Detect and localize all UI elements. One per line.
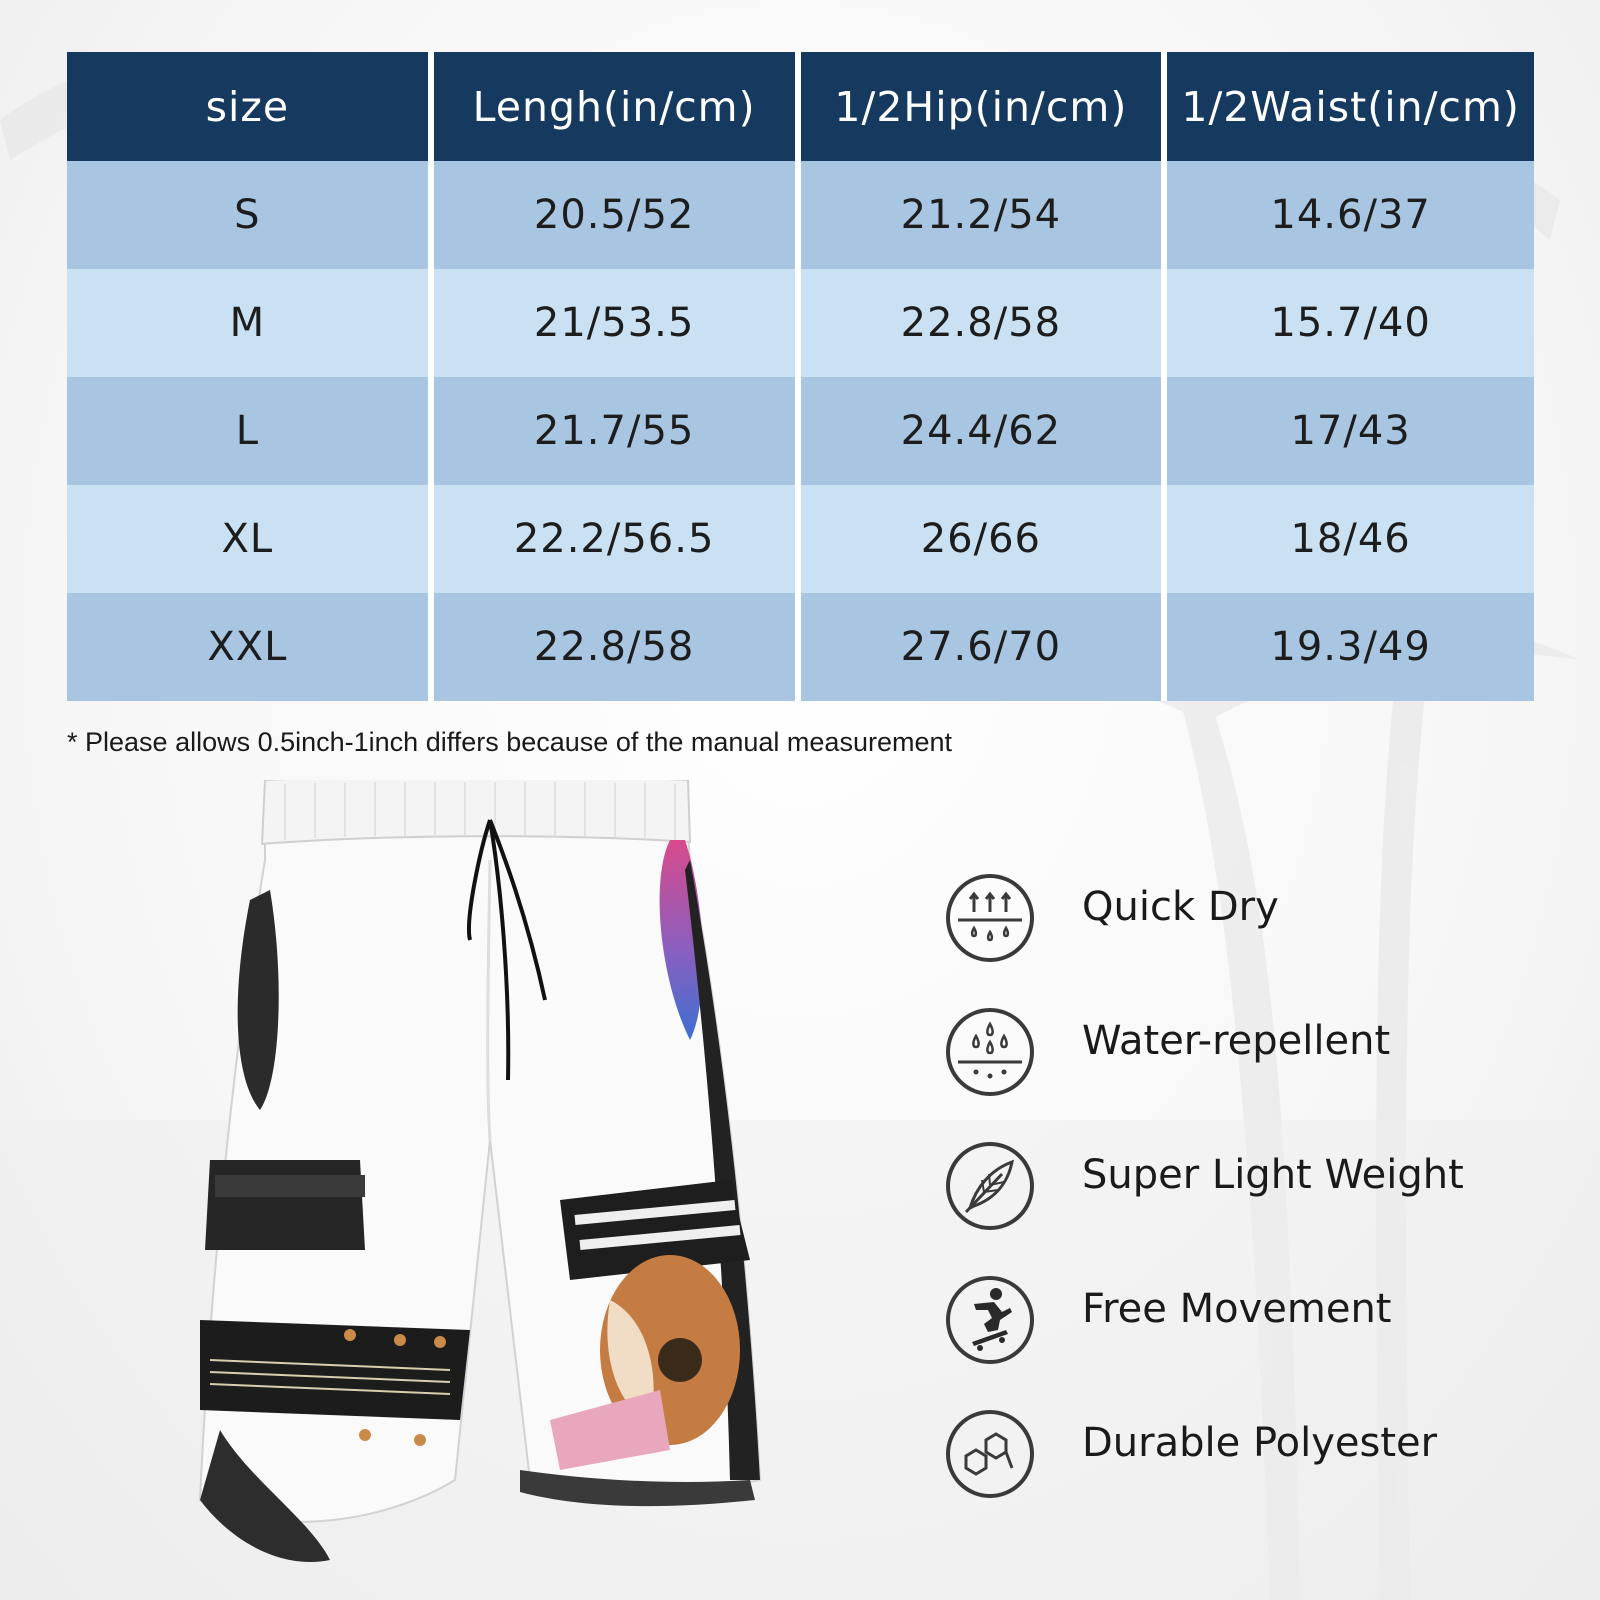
cell-half-waist: 14.6/37 xyxy=(1167,161,1534,269)
feature-super-light-weight xyxy=(944,1140,1564,1274)
cell-half-hip: 24.4/62 xyxy=(801,377,1168,485)
table-row xyxy=(67,161,1534,269)
table-row xyxy=(67,593,1534,701)
feather-icon xyxy=(944,1140,1036,1232)
feature-free-movement xyxy=(944,1274,1564,1408)
cell-size: M xyxy=(67,269,434,377)
hexagon-molecule-icon xyxy=(944,1408,1036,1500)
cell-size: L xyxy=(67,377,434,485)
cell-half-waist: 15.7/40 xyxy=(1167,269,1534,377)
cell-size: XL xyxy=(67,485,434,593)
feature-label: Durable Polyester xyxy=(1082,1420,1438,1466)
feature-label: Water-repellent xyxy=(1082,1018,1391,1064)
feature-label: Super Light Weight xyxy=(1082,1152,1464,1198)
cell-size: XXL xyxy=(67,593,434,701)
table-row xyxy=(67,269,1534,377)
header-size: size xyxy=(67,52,434,161)
cell-length: 22.2/56.5 xyxy=(434,485,801,593)
header-length: Lengh(in/cm) xyxy=(434,52,801,161)
feature-water-repellent xyxy=(944,1006,1564,1140)
water-repellent-icon xyxy=(944,1006,1036,1098)
quick-dry-icon xyxy=(944,872,1036,964)
feature-quick-dry xyxy=(944,872,1564,1006)
cell-half-waist: 17/43 xyxy=(1167,377,1534,485)
cell-length: 21/53.5 xyxy=(434,269,801,377)
feature-durable-polyester xyxy=(944,1408,1564,1542)
cell-size: S xyxy=(67,161,434,269)
feature-label: Free Movement xyxy=(1082,1286,1392,1332)
cell-length: 21.7/55 xyxy=(434,377,801,485)
cell-half-hip: 21.2/54 xyxy=(801,161,1168,269)
cell-half-waist: 19.3/49 xyxy=(1167,593,1534,701)
cell-length: 22.8/58 xyxy=(434,593,801,701)
swim-shorts-image xyxy=(190,780,790,1580)
feature-label: Quick Dry xyxy=(1082,884,1279,930)
table-row xyxy=(67,485,1534,593)
header-half-hip: 1/2Hip(in/cm) xyxy=(801,52,1168,161)
cell-half-hip: 26/66 xyxy=(801,485,1168,593)
feature-list xyxy=(944,872,1564,1542)
size-chart-table xyxy=(67,52,1534,701)
cell-length: 20.5/52 xyxy=(434,161,801,269)
cell-half-hip: 22.8/58 xyxy=(801,269,1168,377)
header-half-waist: 1/2Waist(in/cm) xyxy=(1167,52,1534,161)
measurement-note: * Please allows 0.5inch-1inch differs because of the manual measurement xyxy=(67,727,953,757)
table-header-row xyxy=(67,52,1534,161)
cell-half-waist: 18/46 xyxy=(1167,485,1534,593)
table-row xyxy=(67,377,1534,485)
skater-icon xyxy=(944,1274,1036,1366)
cell-half-hip: 27.6/70 xyxy=(801,593,1168,701)
